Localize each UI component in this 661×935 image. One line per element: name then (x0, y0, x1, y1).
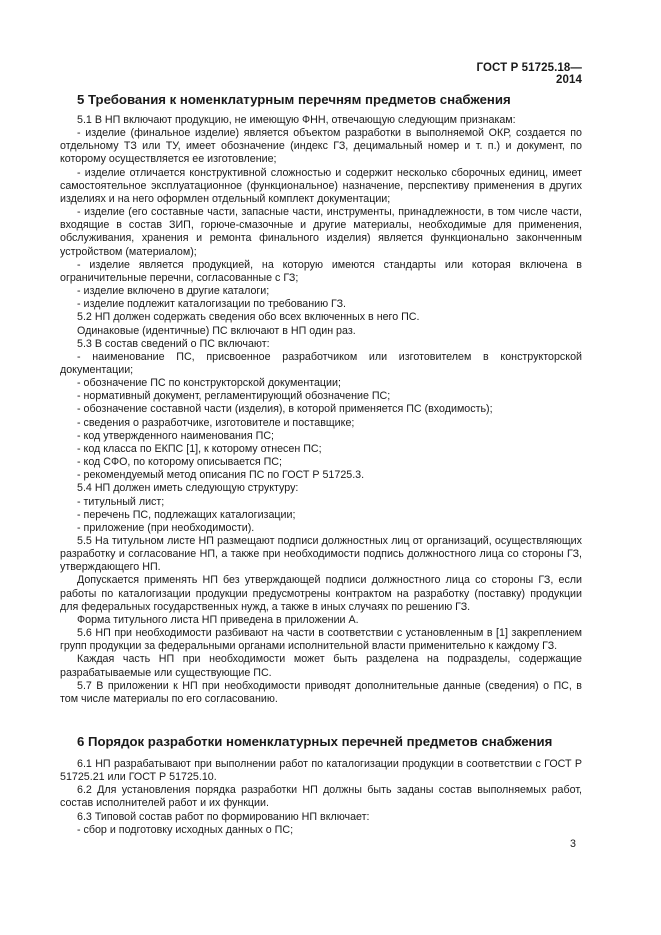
section-5-body (60, 114, 582, 706)
paragraph: 5.4 НП должен иметь следующую структуру: (77, 482, 299, 495)
section-5 (60, 92, 582, 108)
list-item: - изделие (его составные части, запасные части, инструменты, принадлежности, в том числе части, входящие в состав ЗИП, горюче-смазочные и другие материалы, необходимые для применения, обслуживания, хранения и ремонта финального изделия) является функционально законченным устройством (материалом); (60, 206, 582, 258)
list-item: - сбор и подготовку исходных данных о ПС; (77, 823, 294, 836)
list-item: - обозначение составной части (изделия), в которой применяется ПС (входимость); (77, 403, 493, 416)
list-item: - изделие включено в другие каталоги; (77, 285, 270, 298)
paragraph: Одинаковые (идентичные) ПС включают в НП один раз. (77, 324, 356, 337)
list-item: - изделие (финальное изделие) является объектом разработки в выполняемой ОКР, создается по отдельному ТЗ или ТУ, имеет обозначение (индекс ГЗ, децимальный номер и т. п.) и документ, по которому осуществляется ее изготовление; (60, 127, 582, 166)
page-number: 3 (570, 838, 576, 850)
paragraph: 5.2 НП должен содержать сведения обо всех включенных в него ПС. (77, 311, 420, 324)
paragraph: 6.1 НП разрабатывают при выполнении работ по каталогизации продукции в соответствии с ГОСТ Р 51725.21 или ГОСТ Р 51725.10. (60, 758, 582, 784)
document-code: ГОСТ Р 51725.18—2014 (476, 62, 582, 86)
paragraph: 5.3 В состав сведений о ПС включают: (77, 337, 270, 350)
paragraph: Допускается применять НП без утверждающей подписи должностного лица со стороны ГЗ, если работы по каталогизации продукции предусмотрены контрактом на разработку (поставку) продукции для федеральных государственных нужд, а также в иных случаях по решению ГЗ. (60, 574, 582, 613)
paragraph: 5.7 В приложении к НП при необходимости приводят дополнительные данные (сведения) о ПС, в том числе материалы по его согласованию. (60, 679, 582, 705)
paragraph: 6.3 Типовой состав работ по формированию НП включает: (77, 810, 370, 823)
section-6-body (60, 758, 582, 837)
list-item: - сведения о разработчике, изготовителе и поставщике; (77, 416, 355, 429)
section-6 (60, 734, 582, 750)
paragraph: 6.2 Для установления порядка разработки НП должны быть заданы состав выполняемых работ, состав исполнителей работ и их функции. (60, 784, 582, 810)
paragraph: 5.6 НП при необходимости разбивают на части в соответствии с установленным в [1] закреплением групп продукции за федеральными органами исполнительной власти применительно к каждому ГЗ. (60, 627, 582, 653)
paragraph: Форма титульного листа НП приведена в приложении А. (77, 613, 359, 626)
paragraph: 5.1 В НП включают продукцию, не имеющую ФНН, отвечающую следующим признакам: (77, 114, 516, 126)
list-item: - приложение (при необходимости). (77, 521, 255, 534)
list-item: - наименование ПС, присвоенное разработчиком или изготовителем в конструкторской документации; (60, 350, 582, 376)
list-item: - код СФО, по которому описывается ПС; (77, 456, 282, 469)
list-item: - нормативный документ, регламентирующий обозначение ПС; (77, 390, 391, 403)
paragraph: Каждая часть НП при необходимости может быть разделена на подразделы, содержащие разрабатываемые или существующие ПС. (60, 653, 582, 679)
list-item: - код класса по ЕКПС [1], к которому отнесен ПС; (77, 442, 322, 455)
list-item: - код утвержденного наименования ПС; (77, 429, 275, 442)
list-item: - рекомендуемый метод описания ПС по ГОСТ Р 51725.3. (77, 469, 365, 482)
list-item: - изделие отличается конструктивной сложностью и содержит несколько сборочных единиц, имеет самостоятельное эксплуатационное (функциональное) назначение, перспективу применения в других изделиях и на него оформлен отдельный комплект документации; (60, 166, 582, 205)
section-5-title: 5 Требования к номенклатурным перечням предметов снабжения (77, 92, 511, 107)
list-item: - титульный лист; (77, 495, 165, 508)
list-item: - перечень ПС, подлежащих каталогизации; (77, 508, 296, 521)
list-item: - обозначение ПС по конструкторской документации; (77, 377, 341, 390)
paragraph: 5.5 На титульном листе НП размещают подписи должностных лиц от организаций, осуществляющих разработку и согласование НП, а также при необходимости подпись должностного лица со стороны ГЗ, утверждающего НП. (60, 535, 582, 574)
list-item: - изделие является продукцией, на которую имеются стандарты или которая включена в ограничительные перечни, согласованные с ГЗ; (60, 258, 582, 284)
section-6-title: 6 Порядок разработки номенклатурных перечней предметов снабжения (77, 734, 553, 749)
list-item: - изделие подлежит каталогизации по требованию ГЗ. (77, 298, 347, 311)
